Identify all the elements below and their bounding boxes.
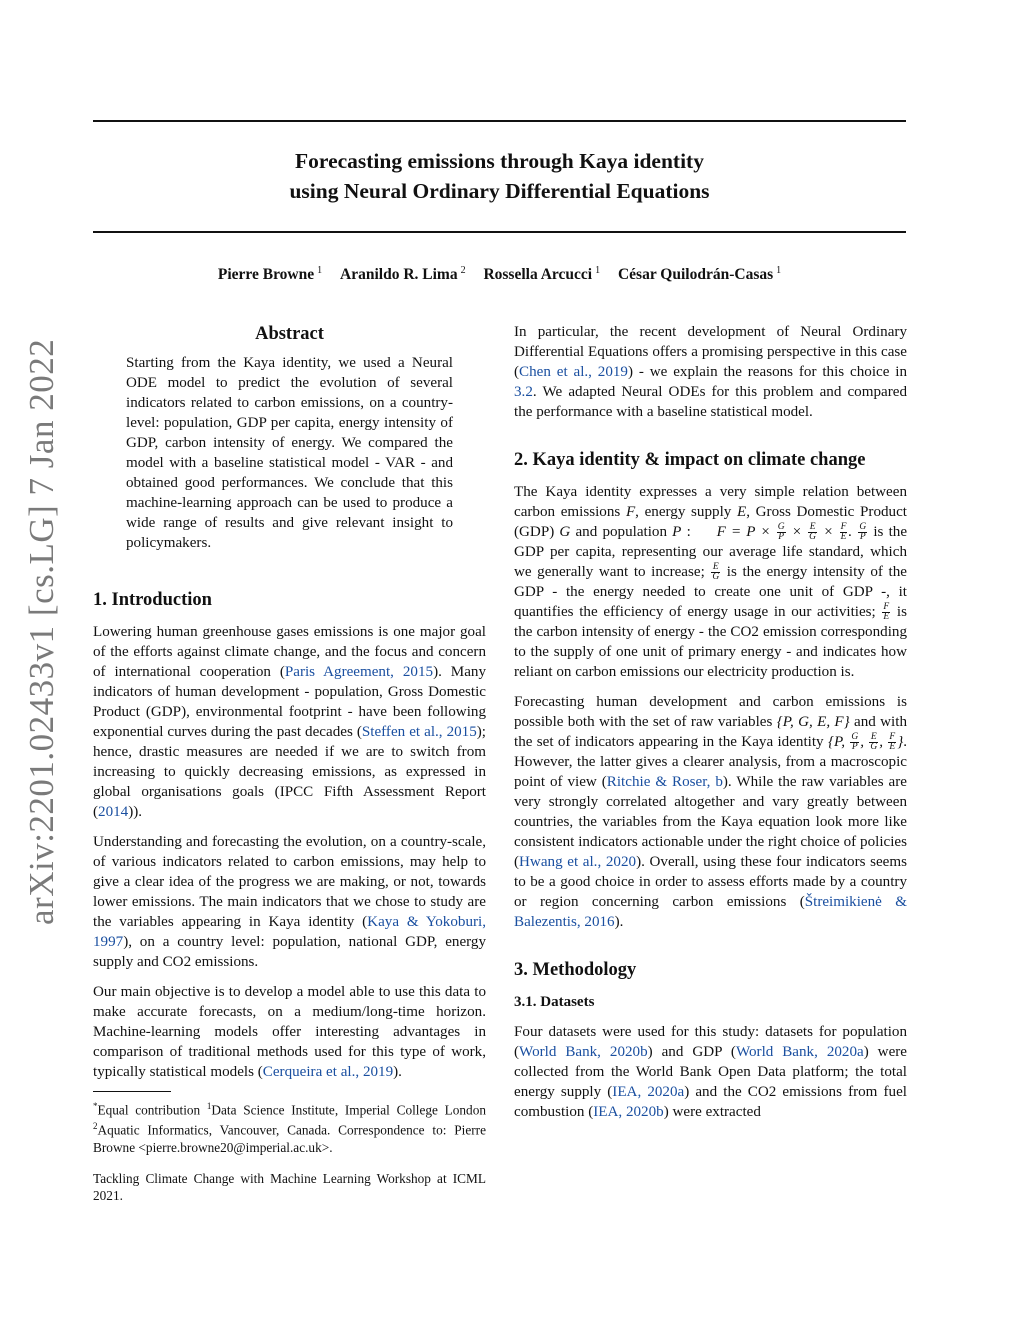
datasets-paragraph: Four datasets were used for this study: datasets for population (World Bank, 2020b) and GDP (World Bank, 2020a) were collected from the World Bank Open Data platform; the total energy supply (IEA, 2020a) and the CO2 emissions from fuel combustion (IEA, 2020b) were extracted xyxy=(514,1024,908,1121)
paper-title xyxy=(93,146,906,206)
arxiv-stamp: arXiv:2201.02433v1 [cs.LG] 7 Jan 2022 xyxy=(22,338,61,925)
kaya-paragraph-1: The Kaya identity expresses a very simple relation between carbon emissions F, energy supply E, Gross Domestic Product (GDP) G and population P : F = P × $\frac{G}{P}$ × $\frac{E}{G}$ × $\frac{F}{E}$ . $\frac{G}{P}$ is the GDP per capita, representing our average life standard, which we generally want to increase; $\frac{E}{G}$ is the energy intensity of the GDP - the energy needed to create one unit of GDP -, it quantifies the efficiency of energy usage in our activities; $\frac{F}{E}$ is the carbon intensity of energy - the CO2 emission corresponding to the supply of one unit of primary energy - and indicates how reliant on carbon emissions our electricity production is. xyxy=(514,484,908,681)
author-list xyxy=(93,265,906,284)
fraction-f-over-e: $\frac{F}{E}$ xyxy=(883,602,890,623)
citation-link[interactable]: Kaya & Yokoburi, 1997 xyxy=(93,914,486,950)
fraction-g-over-p: $\frac{G}{P}$ xyxy=(859,522,867,543)
citation-link[interactable]: IEA, 2020a xyxy=(612,1084,685,1101)
footnote-rule xyxy=(93,1091,171,1092)
kaya-indicator-set: {P, $\frac{G}{P}$ , $\frac{E}{G}$ , $\frac{F}{E}$ } xyxy=(827,732,904,753)
kaya-paragraph-2: Forecasting human development and carbon emissions is possible both with the set of raw variables {P, G, E, F} and with the set of indicators appearing in the Kaya identity {P, $\frac{G}{P}$ , $\frac{E}{G}$ , $\frac{F}{E}$ }. However, the latter gives a clearer analysis, from a macroscopic point of view (Ritchie & Roser, b). While the raw variables are very strongly correlated altogether and vary greatly between countries, the variables from the Kaya equation look more like consistent indicators actionable under the right choice of policies (Hwang et al., 2020). Overall, using these four indicators seems to be a good choice in order to assess efforts made by a country or region concerning carbon emissions (Štreimikienė & Balezentis, 2016). xyxy=(514,694,908,931)
abstract-block xyxy=(93,353,486,553)
author-1: Pierre Browne $^1$ xyxy=(217,265,323,284)
citation-link[interactable]: Ritchie & Roser, b xyxy=(606,774,723,791)
title-line-2: using Neural Ordinary Differential Equations xyxy=(289,179,710,203)
kaya-heading: 2. Kaya identity & impact on climate change xyxy=(514,450,866,470)
citation-link[interactable]: Hwang et al., 2020 xyxy=(519,854,637,871)
fraction-g-over-p: $\frac{G}{P}$ xyxy=(851,732,859,753)
right-column xyxy=(514,322,907,1122)
affiliation-footnote: *Equal contribution $^1$Data Science Institute, Imperial College London $^2$Aquatic Informatics, Vancouver, Canada. Correspondence to: Pierre Browne <pierre.browne20@imperial.ac.uk>. xyxy=(93,1101,486,1155)
title-rule-bottom xyxy=(93,231,906,233)
section-link[interactable]: 3.2 xyxy=(514,384,533,400)
citation-link[interactable]: IEA, 2020b xyxy=(593,1104,664,1121)
workshop-footnote: Tackling Climate Change with Machine Learning Workshop at ICML 2021. xyxy=(93,1170,486,1203)
fraction-e-over-g: $\frac{E}{G}$ xyxy=(712,562,720,583)
intro-paragraph-2: Understanding and forecasting the evolution, on a country-scale, of various indicators related to carbon emissions, may help to give a clear idea of the progress we are making, or not, towards lower emissions. The main indicators that we chose to study are the variables appearing in Kaya identity (Kaya & Yokoburi, 1997), on a country level: population, national GDP, energy supply and CO2 emissions. xyxy=(93,834,486,970)
intro-paragraph-1: Lowering human greenhouse gases emissions is one major goal of the efforts against climate change, and the focus and concern of international cooperation (Paris Agreement, 2015). Many indicators of human development - population, Gross Domestic Product (GDP), environmental footprint - have been following exponential curves during the past decades (Steffen et al., 2015); hence, drastic measures are needed if we are to switch from increasing to quickly decreasing emissions, as expressed in global organisations goals (IPCC Fifth Assessment Report (2014)). xyxy=(93,624,486,820)
fraction-f-over-e: $\frac{F}{E}$ xyxy=(840,522,847,543)
author-2: Aranildo R. Lima $^2$ xyxy=(340,265,466,284)
author-3: Rossella Arcucci $^1$ xyxy=(483,265,601,284)
methodology-heading: 3. Methodology xyxy=(514,960,637,981)
intro-paragraph-3: Our main objective is to develop a model able to use this data to make accurate forecasts, on a medium/long-time horizon. Machine-learning models offer interesting advantages in comparison of traditional methods used for this type of work, typically statistical models (Cerqueira et al., 2019). xyxy=(93,984,486,1080)
fraction-e-over-g: $\frac{E}{G}$ xyxy=(809,522,817,543)
intro-heading: 1. Introduction xyxy=(93,590,212,610)
datasets-heading: 3.1. Datasets xyxy=(514,994,595,1011)
left-column xyxy=(93,322,486,1204)
citation-link[interactable]: Chen et al., 2019 xyxy=(519,364,628,380)
abstract-heading: Abstract xyxy=(255,324,324,344)
title-line-1: Forecasting emissions through Kaya identity xyxy=(295,149,704,173)
fraction-g-over-p: $\frac{G}{P}$ xyxy=(777,522,785,543)
intro-paragraph-4: In particular, the recent development of Neural Ordinary Differential Equations offers a promising perspective in this case (Chen et al., 2019) - we explain the reasons for this choice in 3.2. We adapted Neural ODEs for this problem and compared the performance with a baseline statistical model. xyxy=(514,324,908,420)
citation-link[interactable]: World Bank, 2020a xyxy=(735,1044,864,1061)
citation-link[interactable]: Steffen et al., 2015 xyxy=(361,724,477,740)
citation-link[interactable]: Štreimikienė & Balezentis, 2016 xyxy=(514,894,907,931)
title-rule-top xyxy=(93,120,906,122)
citation-link[interactable]: 2014 xyxy=(98,804,129,820)
fraction-e-over-g: $\frac{E}{G}$ xyxy=(870,732,878,753)
fraction-f-over-e: $\frac{F}{E}$ xyxy=(889,732,896,753)
citation-link[interactable]: Cerqueira et al., 2019 xyxy=(262,1064,394,1080)
abstract-text: Starting from the Kaya identity, we used a Neural ODE model to predict the evolution of several indicators related to carbon emissions, on a country-level: population, GDP per capita, energy intensity of GDP, carbon intensity of energy. We compared the model with a baseline statistical model - VAR - and obtained good performances. We conclude that this machine-learning approach can be used to produce a wide range of results and give relevant insight to policymakers. xyxy=(126,355,453,551)
citation-link[interactable]: World Bank, 2020b xyxy=(519,1044,648,1061)
author-4: César Quilodrán-Casas $^1$ xyxy=(617,265,782,284)
citation-link[interactable]: Paris Agreement, 2015 xyxy=(284,664,434,680)
kaya-equation: F = P × $\frac{G}{P}$ × $\frac{E}{G}$ × $\frac{F}{E}$ . xyxy=(716,522,853,543)
